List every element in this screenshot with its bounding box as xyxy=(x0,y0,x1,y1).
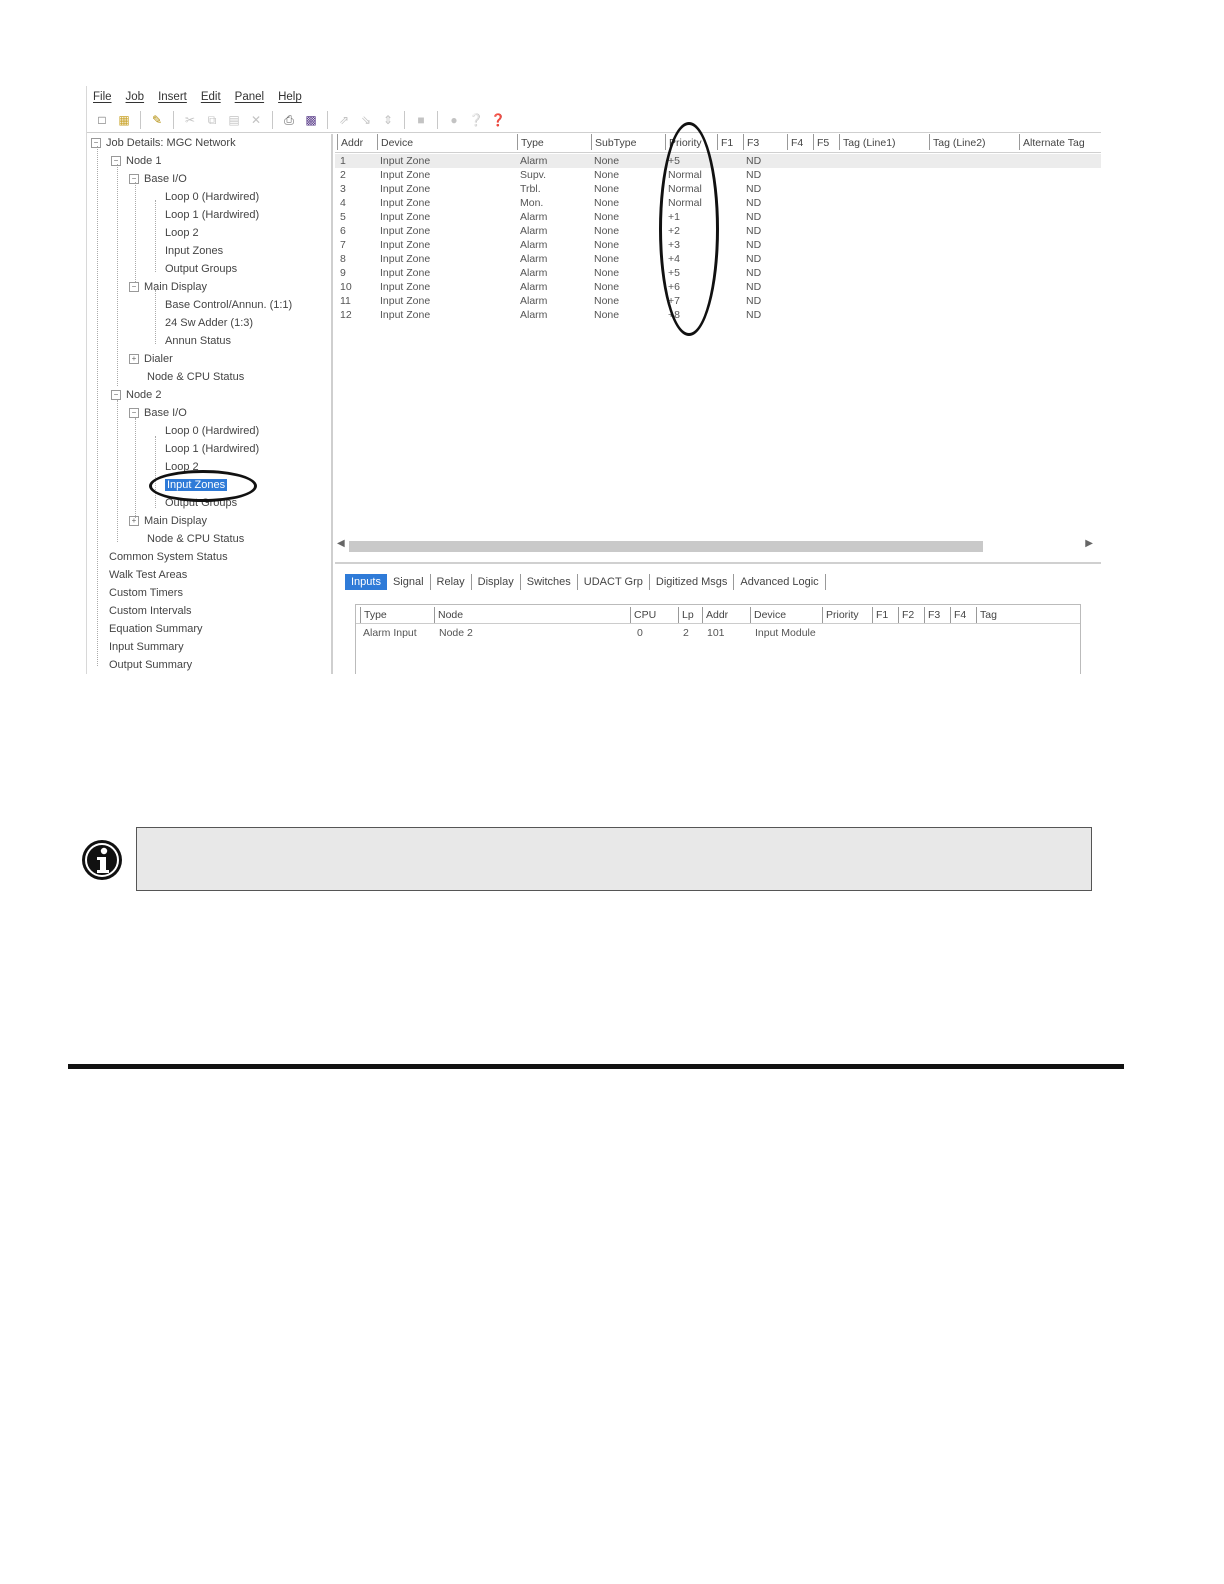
table-cell: ND xyxy=(746,309,762,321)
col-alt-tag[interactable]: Alternate Tag xyxy=(1019,134,1085,150)
tree-node1-main-display[interactable]: − Main Display xyxy=(129,278,207,296)
toolbar-separator xyxy=(173,111,174,129)
table-cell: None xyxy=(594,281,620,293)
dcol-f1[interactable]: F1 xyxy=(872,607,888,623)
col-priority[interactable]: Priority xyxy=(665,134,702,150)
table-cell: Input Zone xyxy=(380,211,431,223)
tab-advanced-logic[interactable]: Advanced Logic xyxy=(734,574,825,590)
table-cell: Input Zone xyxy=(380,253,431,265)
table-cell: Input Zone xyxy=(380,309,431,321)
table-cell: ND xyxy=(746,155,762,167)
menu-bar xyxy=(87,86,1101,108)
hint-bulb-icon[interactable]: ❔ xyxy=(468,113,484,127)
table-cell: None xyxy=(594,295,620,307)
table-cell: Alarm xyxy=(520,155,548,167)
delete-icon[interactable]: ✕ xyxy=(250,113,262,127)
edit-pencil-icon[interactable]: ✎ xyxy=(151,113,163,127)
dcol-f2[interactable]: F2 xyxy=(898,607,914,623)
table-cell: ND xyxy=(746,169,762,181)
col-addr[interactable]: Addr xyxy=(337,134,363,150)
table-cell: None xyxy=(594,253,620,265)
detail-cell: Alarm Input xyxy=(363,627,417,639)
tree-label: Node 2 xyxy=(126,389,162,401)
menu-job[interactable]: Job xyxy=(125,91,145,103)
tree-custom-intervals[interactable]: Custom Intervals xyxy=(109,605,192,617)
table-row[interactable] xyxy=(335,168,1101,182)
col-f4[interactable]: F4 xyxy=(787,134,803,150)
table-cell: +4 xyxy=(668,253,680,265)
table-cell: 5 xyxy=(340,211,346,223)
table-cell: ND xyxy=(746,183,762,195)
table-cell: Input Zone xyxy=(380,183,431,195)
toolbar-separator xyxy=(404,111,405,129)
zone-grid xyxy=(335,134,1101,554)
table-cell: +7 xyxy=(668,295,680,307)
record-icon[interactable]: ● xyxy=(450,113,458,127)
table-cell: Input Zone xyxy=(380,169,431,181)
detail-cell: 0 xyxy=(637,627,643,639)
tree-node2-main-display[interactable]: + Main Display xyxy=(129,512,207,530)
paste-icon[interactable]: ▤ xyxy=(228,113,240,127)
table-cell: ND xyxy=(746,239,762,251)
table-cell: Input Zone xyxy=(380,197,431,209)
table-row[interactable] xyxy=(335,266,1101,280)
dcol-cpu[interactable]: CPU xyxy=(630,607,656,623)
table-cell: +6 xyxy=(668,281,680,293)
section-divider xyxy=(68,1064,1124,1069)
table-cell: 11 xyxy=(340,295,351,307)
tree-label: Node 1 xyxy=(126,155,162,167)
grid-header xyxy=(335,134,1101,153)
tree-walk-test[interactable]: Walk Test Areas xyxy=(109,569,188,581)
detail-grid xyxy=(355,604,1081,674)
table-cell: ND xyxy=(746,281,762,293)
detail-grid-header xyxy=(356,607,1080,624)
app-screenshot xyxy=(86,86,1101,674)
tree-node1-loop2[interactable]: Loop 2 xyxy=(165,227,199,239)
scroll-left-icon[interactable]: ◀ xyxy=(337,538,345,549)
tree-custom-timers[interactable]: Custom Timers xyxy=(109,587,183,599)
dcol-f4[interactable]: F4 xyxy=(950,607,966,623)
table-cell: None xyxy=(594,211,620,223)
detail-panel xyxy=(335,562,1101,674)
callout-oval-priority xyxy=(659,122,719,336)
table-cell: Normal xyxy=(668,169,702,181)
menu-edit[interactable]: Edit xyxy=(200,91,221,103)
tree-node1-loop1[interactable]: Loop 1 (Hardwired) xyxy=(165,209,260,221)
table-cell: Alarm xyxy=(520,309,548,321)
job-tree xyxy=(87,134,333,674)
detail-cell: 101 xyxy=(707,627,725,639)
print-icon[interactable]: ⎙ xyxy=(284,112,294,127)
context-help-icon[interactable]: ❓ xyxy=(490,113,506,127)
toolbar xyxy=(87,108,1101,133)
col-f5[interactable]: F5 xyxy=(813,134,829,150)
table-cell: Alarm xyxy=(520,295,548,307)
stop-icon[interactable]: ■ xyxy=(417,113,425,127)
table-cell: Input Zone xyxy=(380,295,431,307)
table-cell: +2 xyxy=(668,225,680,237)
detail-cell: Node 2 xyxy=(439,627,473,639)
detail-tabs xyxy=(345,574,826,590)
tree-node2-cpu-status[interactable]: Node & CPU Status xyxy=(147,533,245,545)
tab-signal[interactable]: Signal xyxy=(387,574,431,590)
table-cell: ND xyxy=(746,267,762,279)
toolbar-separator xyxy=(327,111,328,129)
table-cell: +8 xyxy=(668,309,680,321)
tree-node2-loop0[interactable]: Loop 0 (Hardwired) xyxy=(165,425,260,437)
compare-icon[interactable]: ⇕ xyxy=(382,113,394,127)
table-cell: +5 xyxy=(668,267,680,279)
table-cell: None xyxy=(594,309,620,321)
dcol-type[interactable]: Type xyxy=(360,607,387,623)
tree-label: Base I/O xyxy=(144,173,187,185)
tree-node1-annun-status[interactable]: Annun Status xyxy=(165,335,232,347)
horizontal-scrollbar[interactable] xyxy=(335,538,1095,554)
tree-node1-input-zones[interactable]: Input Zones xyxy=(165,245,224,257)
table-cell: 6 xyxy=(340,225,346,237)
col-f3[interactable]: F3 xyxy=(743,134,759,150)
tree-root[interactable]: − Job Details: MGC Network xyxy=(91,134,236,152)
tree-node2[interactable]: − Node 2 xyxy=(111,386,161,404)
new-file-icon[interactable]: □ xyxy=(98,113,106,127)
table-cell: +3 xyxy=(668,239,680,251)
tree-output-summary[interactable]: Output Summary xyxy=(109,659,193,671)
menu-insert[interactable]: Insert xyxy=(158,91,187,103)
table-cell: 1 xyxy=(340,155,346,167)
tree-node1-base-io[interactable]: − Base I/O xyxy=(129,170,187,188)
table-row[interactable] xyxy=(335,308,1101,322)
table-cell: Input Zone xyxy=(380,155,431,167)
tab-inputs[interactable]: Inputs xyxy=(345,574,387,590)
table-cell: 3 xyxy=(340,183,346,195)
table-cell: None xyxy=(594,225,620,237)
table-cell: ND xyxy=(746,225,762,237)
table-cell: 12 xyxy=(340,309,352,321)
table-cell: Input Zone xyxy=(380,239,431,251)
table-cell: ND xyxy=(746,295,762,307)
print-preview-icon[interactable]: ▩ xyxy=(305,113,317,127)
table-cell: Normal xyxy=(668,197,702,209)
dcol-addr[interactable]: Addr xyxy=(702,607,728,623)
table-cell: Input Zone xyxy=(380,281,431,293)
table-cell: 9 xyxy=(340,267,346,279)
table-row[interactable] xyxy=(335,154,1101,168)
tree-node2-loop1[interactable]: Loop 1 (Hardwired) xyxy=(165,443,260,455)
toolbar-separator xyxy=(140,111,141,129)
table-cell: Alarm xyxy=(520,281,548,293)
tab-display[interactable]: Display xyxy=(472,574,521,590)
tree-node2-output-groups[interactable]: Output Groups xyxy=(165,497,238,509)
tree-node2-loop2[interactable]: Loop 2 xyxy=(165,461,199,473)
table-cell: Alarm xyxy=(520,211,548,223)
tree-node1-adder[interactable]: 24 Sw Adder (1:3) xyxy=(165,317,254,329)
table-cell: 2 xyxy=(340,169,346,181)
tree-label: Main Display xyxy=(144,281,207,293)
tree-label: Main Display xyxy=(144,515,207,527)
dcol-f3[interactable]: F3 xyxy=(924,607,940,623)
tab-switches[interactable]: Switches xyxy=(521,574,578,590)
table-cell: 4 xyxy=(340,197,346,209)
tab-relay[interactable]: Relay xyxy=(431,574,472,590)
tab-digitized-msgs[interactable]: Digitized Msgs xyxy=(650,574,735,590)
table-cell: Alarm xyxy=(520,225,548,237)
table-row[interactable] xyxy=(335,294,1101,308)
table-cell: Input Zone xyxy=(380,225,431,237)
upload-icon[interactable]: ⇗ xyxy=(338,113,350,127)
table-cell: ND xyxy=(746,253,762,265)
col-subtype[interactable]: SubType xyxy=(591,134,636,150)
col-device[interactable]: Device xyxy=(377,134,413,150)
table-cell: None xyxy=(594,197,620,209)
tab-udact-grp[interactable]: UDACT Grp xyxy=(578,574,650,590)
table-cell: 10 xyxy=(340,281,352,293)
table-cell: +1 xyxy=(668,211,680,223)
tree-node1[interactable]: − Node 1 xyxy=(111,152,161,170)
table-cell: ND xyxy=(746,211,762,223)
detail-cell: Input Module xyxy=(755,627,816,639)
table-cell: Trbl. xyxy=(520,183,541,195)
table-cell: Alarm xyxy=(520,267,548,279)
tree-node1-output-groups[interactable]: Output Groups xyxy=(165,263,238,275)
open-folder-icon[interactable]: ▦ xyxy=(118,113,130,127)
menu-file[interactable]: File xyxy=(93,91,112,103)
col-tag1[interactable]: Tag (Line1) xyxy=(839,134,896,150)
dcol-node[interactable]: Node xyxy=(434,607,463,623)
table-cell: Normal xyxy=(668,183,702,195)
table-cell: Alarm xyxy=(520,253,548,265)
table-cell: None xyxy=(594,183,620,195)
table-cell: 8 xyxy=(340,253,346,265)
menu-panel[interactable]: Panel xyxy=(234,91,265,103)
dcol-lp[interactable]: Lp xyxy=(678,607,694,623)
table-row[interactable] xyxy=(335,280,1101,294)
dcol-device[interactable]: Device xyxy=(750,607,786,623)
tree-node1-dialer[interactable]: + Dialer xyxy=(129,350,173,368)
tree-label: Job Details: MGC Network xyxy=(106,137,236,149)
tree-label: Base I/O xyxy=(144,407,187,419)
tree-node1-cpu-status[interactable]: Node & CPU Status xyxy=(147,371,245,383)
col-type[interactable]: Type xyxy=(517,134,544,150)
selected-tree-item[interactable]: Input Zones xyxy=(167,479,226,491)
dcol-tag[interactable]: Tag xyxy=(976,607,997,623)
toolbar-separator xyxy=(437,111,438,129)
table-cell: Alarm xyxy=(520,239,548,251)
note-box xyxy=(136,827,1092,891)
table-cell: None xyxy=(594,169,620,181)
cut-icon[interactable]: ✂ xyxy=(184,113,196,127)
tree-node1-base-control[interactable]: Base Control/Annun. (1:1) xyxy=(165,299,293,311)
callout-oval-input-zones xyxy=(149,470,257,502)
tree-node1-loop0[interactable]: Loop 0 (Hardwired) xyxy=(165,191,260,203)
detail-grid-row[interactable] xyxy=(356,625,1080,641)
copy-icon[interactable]: ⧉ xyxy=(207,112,217,127)
tree-input-summary[interactable]: Input Summary xyxy=(109,641,184,653)
table-cell: None xyxy=(594,239,620,251)
tree-common-status[interactable]: Common System Status xyxy=(109,551,228,563)
tree-label: Dialer xyxy=(144,353,173,365)
detail-cell: 2 xyxy=(683,627,689,639)
col-f1[interactable]: F1 xyxy=(717,134,733,150)
table-cell: +5 xyxy=(668,155,680,167)
download-icon[interactable]: ⇘ xyxy=(360,113,372,127)
table-cell: Mon. xyxy=(520,197,544,209)
col-tag2[interactable]: Tag (Line2) xyxy=(929,134,986,150)
dcol-priority[interactable]: Priority xyxy=(822,607,859,623)
table-cell: None xyxy=(594,267,620,279)
tree-equation-summary[interactable]: Equation Summary xyxy=(109,623,203,635)
info-icon xyxy=(80,838,124,882)
table-cell: 7 xyxy=(340,239,346,251)
scroll-right-icon[interactable]: ▶ xyxy=(1085,538,1093,549)
tree-node2-base-io[interactable]: − Base I/O xyxy=(129,404,187,422)
table-cell: ND xyxy=(746,197,762,209)
scroll-thumb[interactable] xyxy=(349,541,983,552)
table-cell: None xyxy=(594,155,620,167)
menu-help[interactable]: Help xyxy=(278,91,302,103)
table-row[interactable] xyxy=(335,182,1101,196)
table-cell: Input Zone xyxy=(380,267,431,279)
toolbar-separator xyxy=(272,111,273,129)
table-cell: Supv. xyxy=(520,169,547,181)
